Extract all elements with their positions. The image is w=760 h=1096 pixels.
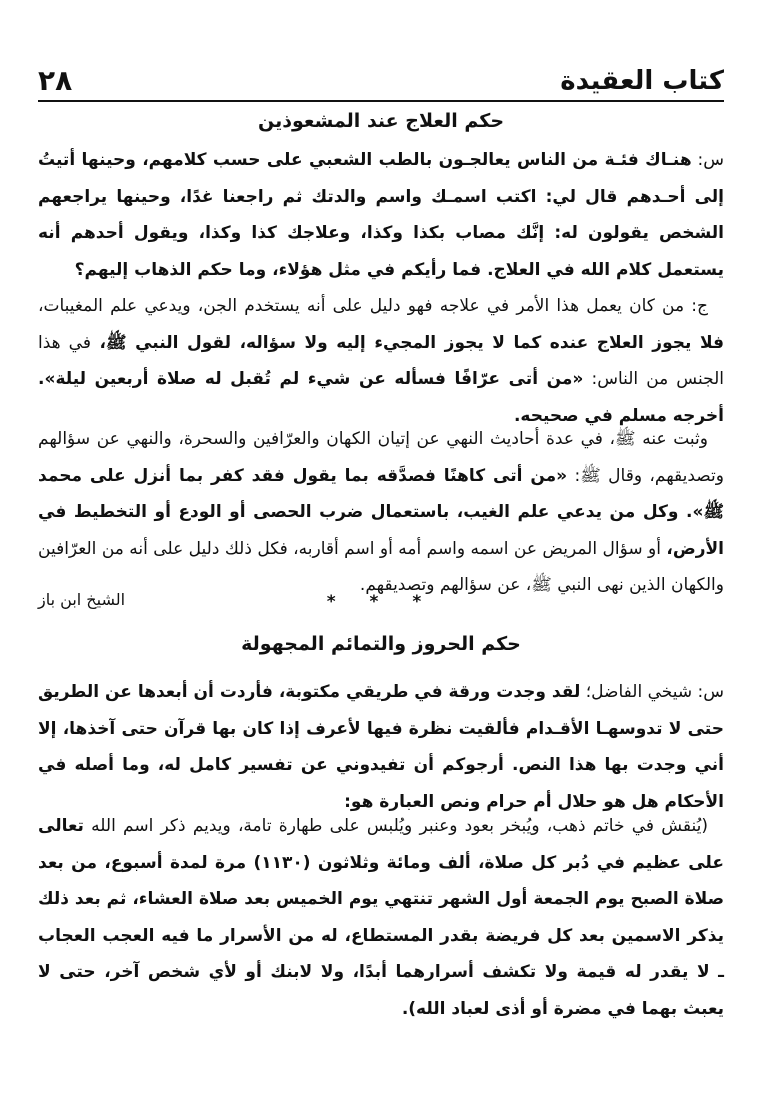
header-rule xyxy=(38,100,724,102)
quote-text-2: تعالى على عظيم في دُبر كل صلاة، ألف ومائة وثلاثون (١١٣٠) مرة لمدة أسبوع، من بعد صلاة الصبح يوم الجمعة أول الشهر تنتهي يوم الخميس بعد صلاة العشاء، ثم بعد ذلك يذكر الاسمين بعد كل فريضة بقدر المستطاع، له من الأسرار ما فيه العجب العجاب ـ لا يقدر له قيمة ولا تكشف أسرارهما أبدًا، ولا لابنك أو لأي شخص آخر، حتى لا يعبث بهما في مضرة أو أذى لعباد الله). xyxy=(38,816,724,1019)
question2-prefix: س: شيخي الفاضل؛ xyxy=(580,682,724,702)
answer-paragraph-2 xyxy=(38,421,724,604)
answer-paragraph xyxy=(38,288,724,434)
section-title-healing: حكم العلاج عند المشعوذين xyxy=(257,110,505,132)
answer-text-3: في هذا الجنس من الناس: xyxy=(38,332,724,389)
page-header xyxy=(38,66,724,98)
hadith-quote-2: «من أتى كاهنًا فصدَّقه بما يقول فقد كفر بما أنزل على محمد ﷺ». وكل من يدعي علم الغيب، باستعمال ضرب الحصى أو الودع أو التخطيط في الأرض، xyxy=(38,465,724,559)
hadith-quote-1: «من أتى عرّافًا فسأله عن شيء لم تُقبل له صلاة أربعين ليلة». أخرجه مسلم في صحيحه. xyxy=(38,369,724,426)
quote-text-1: (يُنقش في خاتم ذهب، ويُبخر بعود وعنبر ويُلبس على طهارة تامة، ويديم ذكر اسم الله xyxy=(83,816,708,836)
question2-text: لقد وجدت ورقة في طريقي مكتوبة، فأردت أن أبعدها عن الطريق حتى لا تدوسهـا الأقـدام فألقيت نظرة فيها لأعرف إذا كان بها قرآن حتى آخذها، إلا أني وجدت بها هذا النص. أرجوكم أن تفيدوني عن تفسير كامل له، وما أصله في الأحكام هل هو حلال أم حرام ونص العبارة هو: xyxy=(38,682,724,812)
page-number: ٢٨ xyxy=(38,64,73,97)
answer-text-1: ج: من كان يعمل هذا الأمر في علاجه فهو دليل على أنه يستخدم الجن، ويدعي علم المغيبات، xyxy=(38,296,708,316)
section-divider: * * * xyxy=(326,592,436,612)
answer2-text-3: أو سؤال المريض عن اسمه واسم أمه أو اسم أقاربه، فكل ذلك دليل على أنه من العرّافين والكهان الذين نهى النبي ﷺ، عن سؤالهم وتصديقهم. xyxy=(38,538,724,595)
section-title-amulets: حكم الحروز والتمائم المجهولة xyxy=(241,633,521,655)
attribution: الشيخ ابن باز xyxy=(38,590,126,609)
answer-text-2: فلا يجوز العلاج عنده كما لا يجوز المجيء إليه ولا سؤاله، لقول النبي ﷺ، xyxy=(90,332,724,353)
answer2-text-1: وثبت عنه ﷺ، في عدة أحاديث النهي عن إتيان الكهان والعرّافين والسحرة، والنهي عن سؤالهم وتصديقهم، وقال ﷺ: xyxy=(38,429,724,486)
book-title: كتاب العقيدة xyxy=(560,66,724,96)
quote-paragraph xyxy=(38,808,724,1027)
book-page xyxy=(38,0,724,1096)
question-prefix: س: xyxy=(691,150,724,170)
question-paragraph xyxy=(38,142,724,288)
question-text: هنـاك فئـة من الناس يعالجـون بالطب الشعبي على حسب كلامهم، وحينها أتيتُ إلى أحـدهم قال لي: اكتب اسمـك واسم والدتك ثم راجعنا غدًا، وحينها يراجعهم الشخص يقولون له: إنَّك مصاب بكذا وكذا، وعلاجك كذا وكذا، ويقول أحدهم أنه يستعمل كلام الله في العلاج. فما رأيكم في مثل هؤلاء، وما حكم الذهاب إليهم؟ xyxy=(38,150,724,280)
question-paragraph-2 xyxy=(38,674,724,820)
